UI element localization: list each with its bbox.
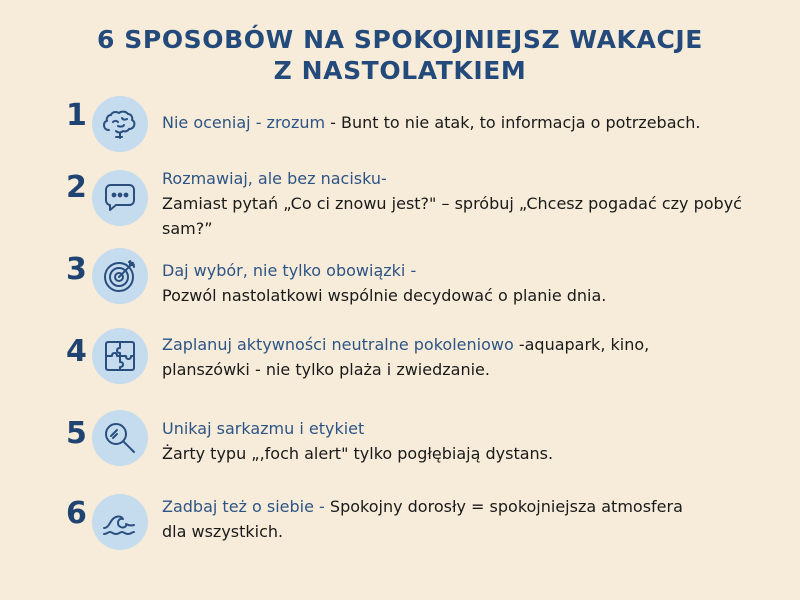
magnifier-icon <box>92 410 148 466</box>
item-number: 4 <box>66 334 87 369</box>
puzzle-icon <box>92 328 148 384</box>
title-line-1: 6 SPOSOBÓW NA SPOKOJNIEJSZ WAKACJE <box>97 25 703 54</box>
item-description: Zamiast pytań „Co ci znowu jest?" – spróbuj „Chcesz pogadać czy pobyć <box>162 194 742 213</box>
item-description: -aquapark, kino, <box>513 335 650 354</box>
speech-bubble-icon <box>92 170 148 226</box>
list-item-1 <box>0 94 800 164</box>
item-description: - Bunt to nie atak, to informacja o potrzebach. <box>325 113 701 132</box>
item-number: 1 <box>66 98 87 133</box>
item-heading: Daj wybór, nie tylko obowiązki - <box>162 261 417 280</box>
brain-icon <box>92 96 148 152</box>
item-description: Spokojny dorosły = spokojniejsza atmosfera <box>324 497 683 516</box>
title-line-2: Z NASTOLATKIEM <box>273 56 527 85</box>
item-number: 5 <box>66 416 87 451</box>
item-heading: Unikaj sarkazmu i etykiet <box>162 419 365 438</box>
page-title <box>0 24 800 86</box>
item-description: Żarty typu „,foch alert" tylko pogłębiają dystans. <box>162 444 554 463</box>
item-number: 6 <box>66 496 87 531</box>
item-number: 2 <box>66 170 87 205</box>
item-description-cont: planszówki - nie tylko plaża i zwiedzanie. <box>162 360 490 379</box>
item-heading: Rozmawiaj, ale bez nacisku- <box>162 169 387 188</box>
wave-icon <box>92 494 148 550</box>
item-heading: Zaplanuj aktywności neutralne pokoleniowo <box>162 335 514 354</box>
item-heading: Zadbaj też o siebie - <box>162 497 325 516</box>
item-description-cont: sam?” <box>162 219 213 238</box>
list-item-3 <box>0 248 800 318</box>
target-icon <box>92 248 148 304</box>
list-item-5 <box>0 412 800 482</box>
item-description-cont: dla wszystkich. <box>162 522 284 541</box>
item-number: 3 <box>66 252 87 287</box>
item-heading: Nie oceniaj - zrozum <box>162 113 326 132</box>
list-item-6 <box>0 492 800 562</box>
item-description: Pozwól nastolatkowi wspólnie decydować o planie dnia. <box>162 286 607 305</box>
list-item-4 <box>0 330 800 400</box>
list-item-2 <box>0 166 800 236</box>
